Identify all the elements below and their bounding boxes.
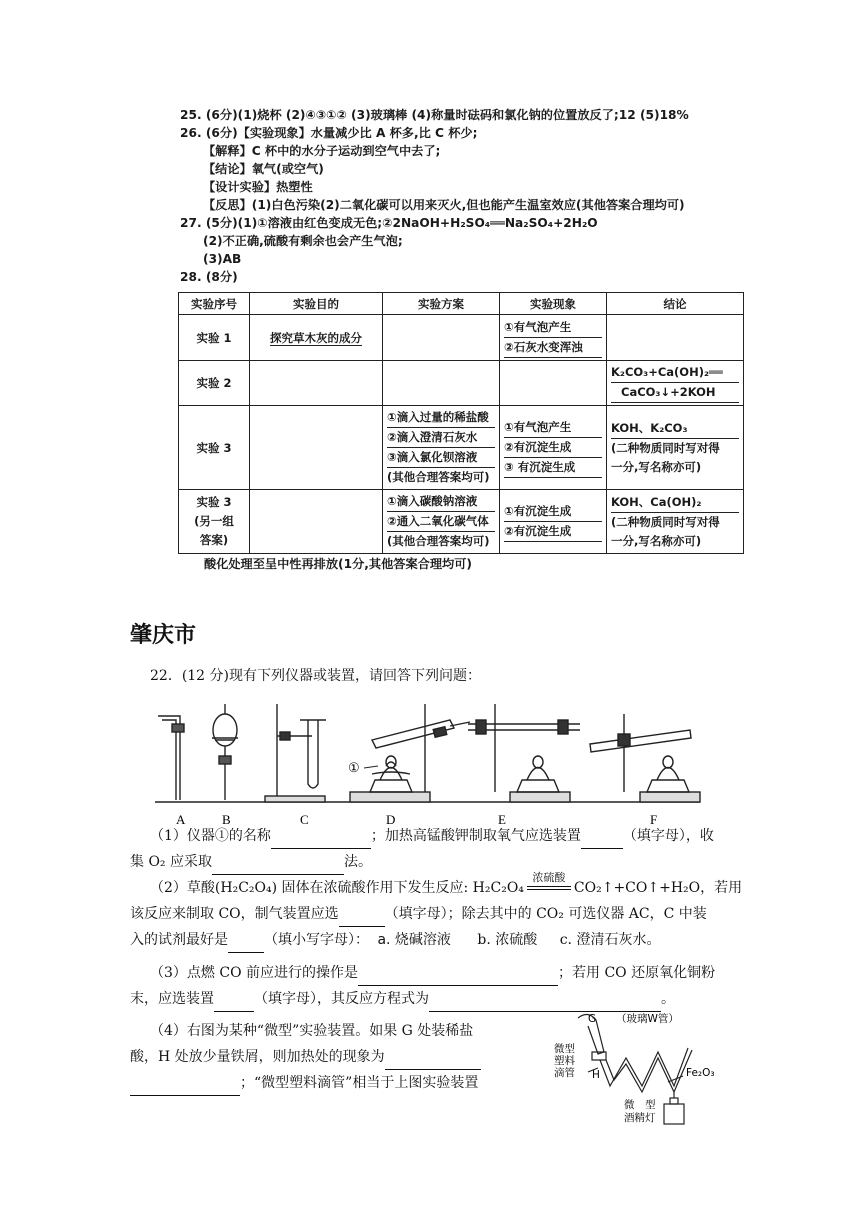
apparatus-f-tube: [590, 714, 700, 802]
table-row: [179, 490, 744, 554]
answer-blank[interactable]: [228, 952, 264, 953]
label-fe2o3: Fe₂O₃: [686, 1067, 715, 1079]
q22-intro: 22．(12 分)现有下列仪器或装置，请回答下列问题：: [150, 668, 482, 684]
row-phenomenon: ①有沉淀生成 ②有沉淀生成: [500, 490, 607, 554]
row-conclusion: [607, 315, 744, 361]
answer-blank[interactable]: [581, 848, 623, 849]
label-lamp-1: 微 型: [624, 1099, 656, 1111]
row-plan: ①滴入过量的稀盐酸 ②滴入澄清石灰水 ③滴入氯化钡溶液 (其他合理答案均可): [383, 406, 500, 490]
q22-part2-line1: （2）草酸(H₂C₂O₄) 固体在浓硫酸作用下发生反应: H₂C₂O₄ 浓硫酸 CO₂↑+CO↑+H₂O，若用: [150, 871, 743, 896]
answer-blank[interactable]: [130, 1095, 240, 1096]
q22-part4-line2: 酸，H 处放少量铁屑，则加热处的现象为: [130, 1044, 481, 1070]
answer-28-heading: 28. (8分): [180, 270, 238, 284]
row-purpose: 探究草木灰的成分: [250, 315, 383, 361]
apparatus-b-funnel: [212, 704, 238, 800]
q22-part4-line1: （4）右图为某种“微型”实验装置。如果 G 处装稀盐: [150, 1023, 474, 1039]
answer-25: 25. (6分)(1)烧杯 (2)④③①② (3)玻璃棒 (4)称量时砝码和氯化钠的位置放反了;12 (5)18%: [180, 108, 689, 122]
row-phenomenon: ①有气泡产生 ②石灰水变浑浊: [500, 315, 607, 361]
row-phenomenon: [500, 361, 607, 406]
label-lamp-2: 酒精灯: [624, 1112, 656, 1124]
q22-part1-line1: （1）仪器①的名称 ；加热高锰酸钾制取氧气应选装置 （填字母），收: [150, 823, 714, 849]
q22-part3-line2: 末，应选装置 （填字母），其反应方程式为 。: [130, 986, 675, 1012]
row-phenomenon: ①有气泡产生 ②有沉淀生成 ③ 有沉淀生成: [500, 406, 607, 490]
apparatus-a-tube: [158, 716, 184, 800]
apparatus-c-stand-tube: [265, 704, 326, 802]
label-w-tube: （玻璃W管）: [616, 1013, 679, 1025]
row-purpose: [250, 406, 383, 490]
label-dropper-3: 滴管: [554, 1067, 575, 1079]
row-plan: ①滴入碳酸钠溶液 ②通入二氧化碳气体 (其他合理答案均可): [383, 490, 500, 554]
micro-apparatus-figure: [548, 1008, 738, 1128]
answer-26-design: 【设计实验】热塑性: [203, 180, 313, 194]
answer-26-reflection: 【反思】(1)白色污染(2)二氧化碳可以用来灭火,但也能产生温室效应(其他答案合理均可): [203, 198, 685, 212]
row-id: 实验 2: [179, 361, 250, 406]
label-e: E: [498, 812, 506, 827]
table-footnote: 酸化处理至呈中性再排放(1分,其他答案合理均可): [204, 557, 472, 571]
q22-part3-line1: （3）点燃 CO 前应进行的操作是 ；若用 CO 还原氧化铜粉: [150, 960, 715, 986]
q22-part1-line2: 集 O₂ 应采取 法。: [130, 849, 372, 875]
label-dropper-2: 塑料: [554, 1055, 575, 1067]
marker-1: ①: [348, 760, 360, 775]
label-a: A: [176, 812, 186, 827]
label-d: D: [386, 812, 396, 827]
answer-26-conclusion: 【结论】氧气(或空气): [203, 162, 324, 176]
table-header-phenomenon: 实验现象: [500, 293, 607, 315]
apparatus-e-tube: [468, 704, 580, 802]
table-row: [179, 361, 744, 406]
row-purpose: [250, 361, 383, 406]
answer-27-2: (2)不正确,硫酸有剩余也会产生气泡;: [203, 234, 403, 248]
row-id: 实验 3 (另一组 答案): [179, 490, 250, 554]
label-f: F: [650, 812, 658, 827]
label-c: C: [300, 812, 309, 827]
table-row: [179, 406, 744, 490]
answer-26-explanation: 【解释】C 杯中的水分子运动到空气中去了;: [203, 144, 441, 158]
label-dropper-1: 微型: [554, 1043, 575, 1055]
row-conclusion: KOH、Ca(OH)₂ (二种物质同时写对得 一分,写名称亦可): [607, 490, 744, 554]
table-header-id: 实验序号: [179, 293, 250, 315]
row-purpose: [250, 490, 383, 554]
row-conclusion: K₂CO₃+Ca(OH)₂══ CaCO₃↓+2KOH: [607, 361, 744, 406]
apparatus-d-heating: [350, 704, 470, 802]
apparatus-figure: [150, 700, 710, 830]
answer-blank[interactable]: [214, 1011, 254, 1012]
label-b: B: [222, 812, 231, 827]
label-h: H: [592, 1069, 600, 1081]
row-plan: [383, 315, 500, 361]
label-g: G: [588, 1013, 597, 1025]
q22-part2-line3: 入的试剂最好是 （填小写字母）： a. 烧碱溶液 b. 浓硫酸 c. 澄清石灰水。: [130, 927, 660, 953]
q22-part2-line2: 该反应来制取 CO，制气装置应选 （填字母）；除去其中的 CO₂ 可选仪器 AC，C 中装: [130, 901, 707, 927]
row-plan: [383, 361, 500, 406]
answer-26-phenomenon: 26. (6分)【实验现象】水量减少比 A 杯多,比 C 杯少;: [180, 126, 478, 140]
table-row: [179, 315, 744, 361]
q22-part4-line3: ；“微型塑料滴管”相当于上图实验装置: [130, 1070, 478, 1096]
table-header-purpose: 实验目的: [250, 293, 383, 315]
table-header-plan: 实验方案: [383, 293, 500, 315]
row-conclusion: KOH、K₂CO₃ (二种物质同时写对得 一分,写名称亦可): [607, 406, 744, 490]
answer-27-3: (3)AB: [203, 252, 242, 266]
row-id: 实验 1: [179, 315, 250, 361]
section-title: 肇庆市: [130, 623, 197, 648]
experiment-table: [178, 292, 744, 554]
table-header-conclusion: 结论: [607, 293, 744, 315]
answer-27-1: 27. (5分)(1)①溶液由红色变成无色;②2NaOH+H₂SO₄══Na₂SO₄+2H₂O: [180, 216, 598, 230]
row-id: 实验 3: [179, 406, 250, 490]
